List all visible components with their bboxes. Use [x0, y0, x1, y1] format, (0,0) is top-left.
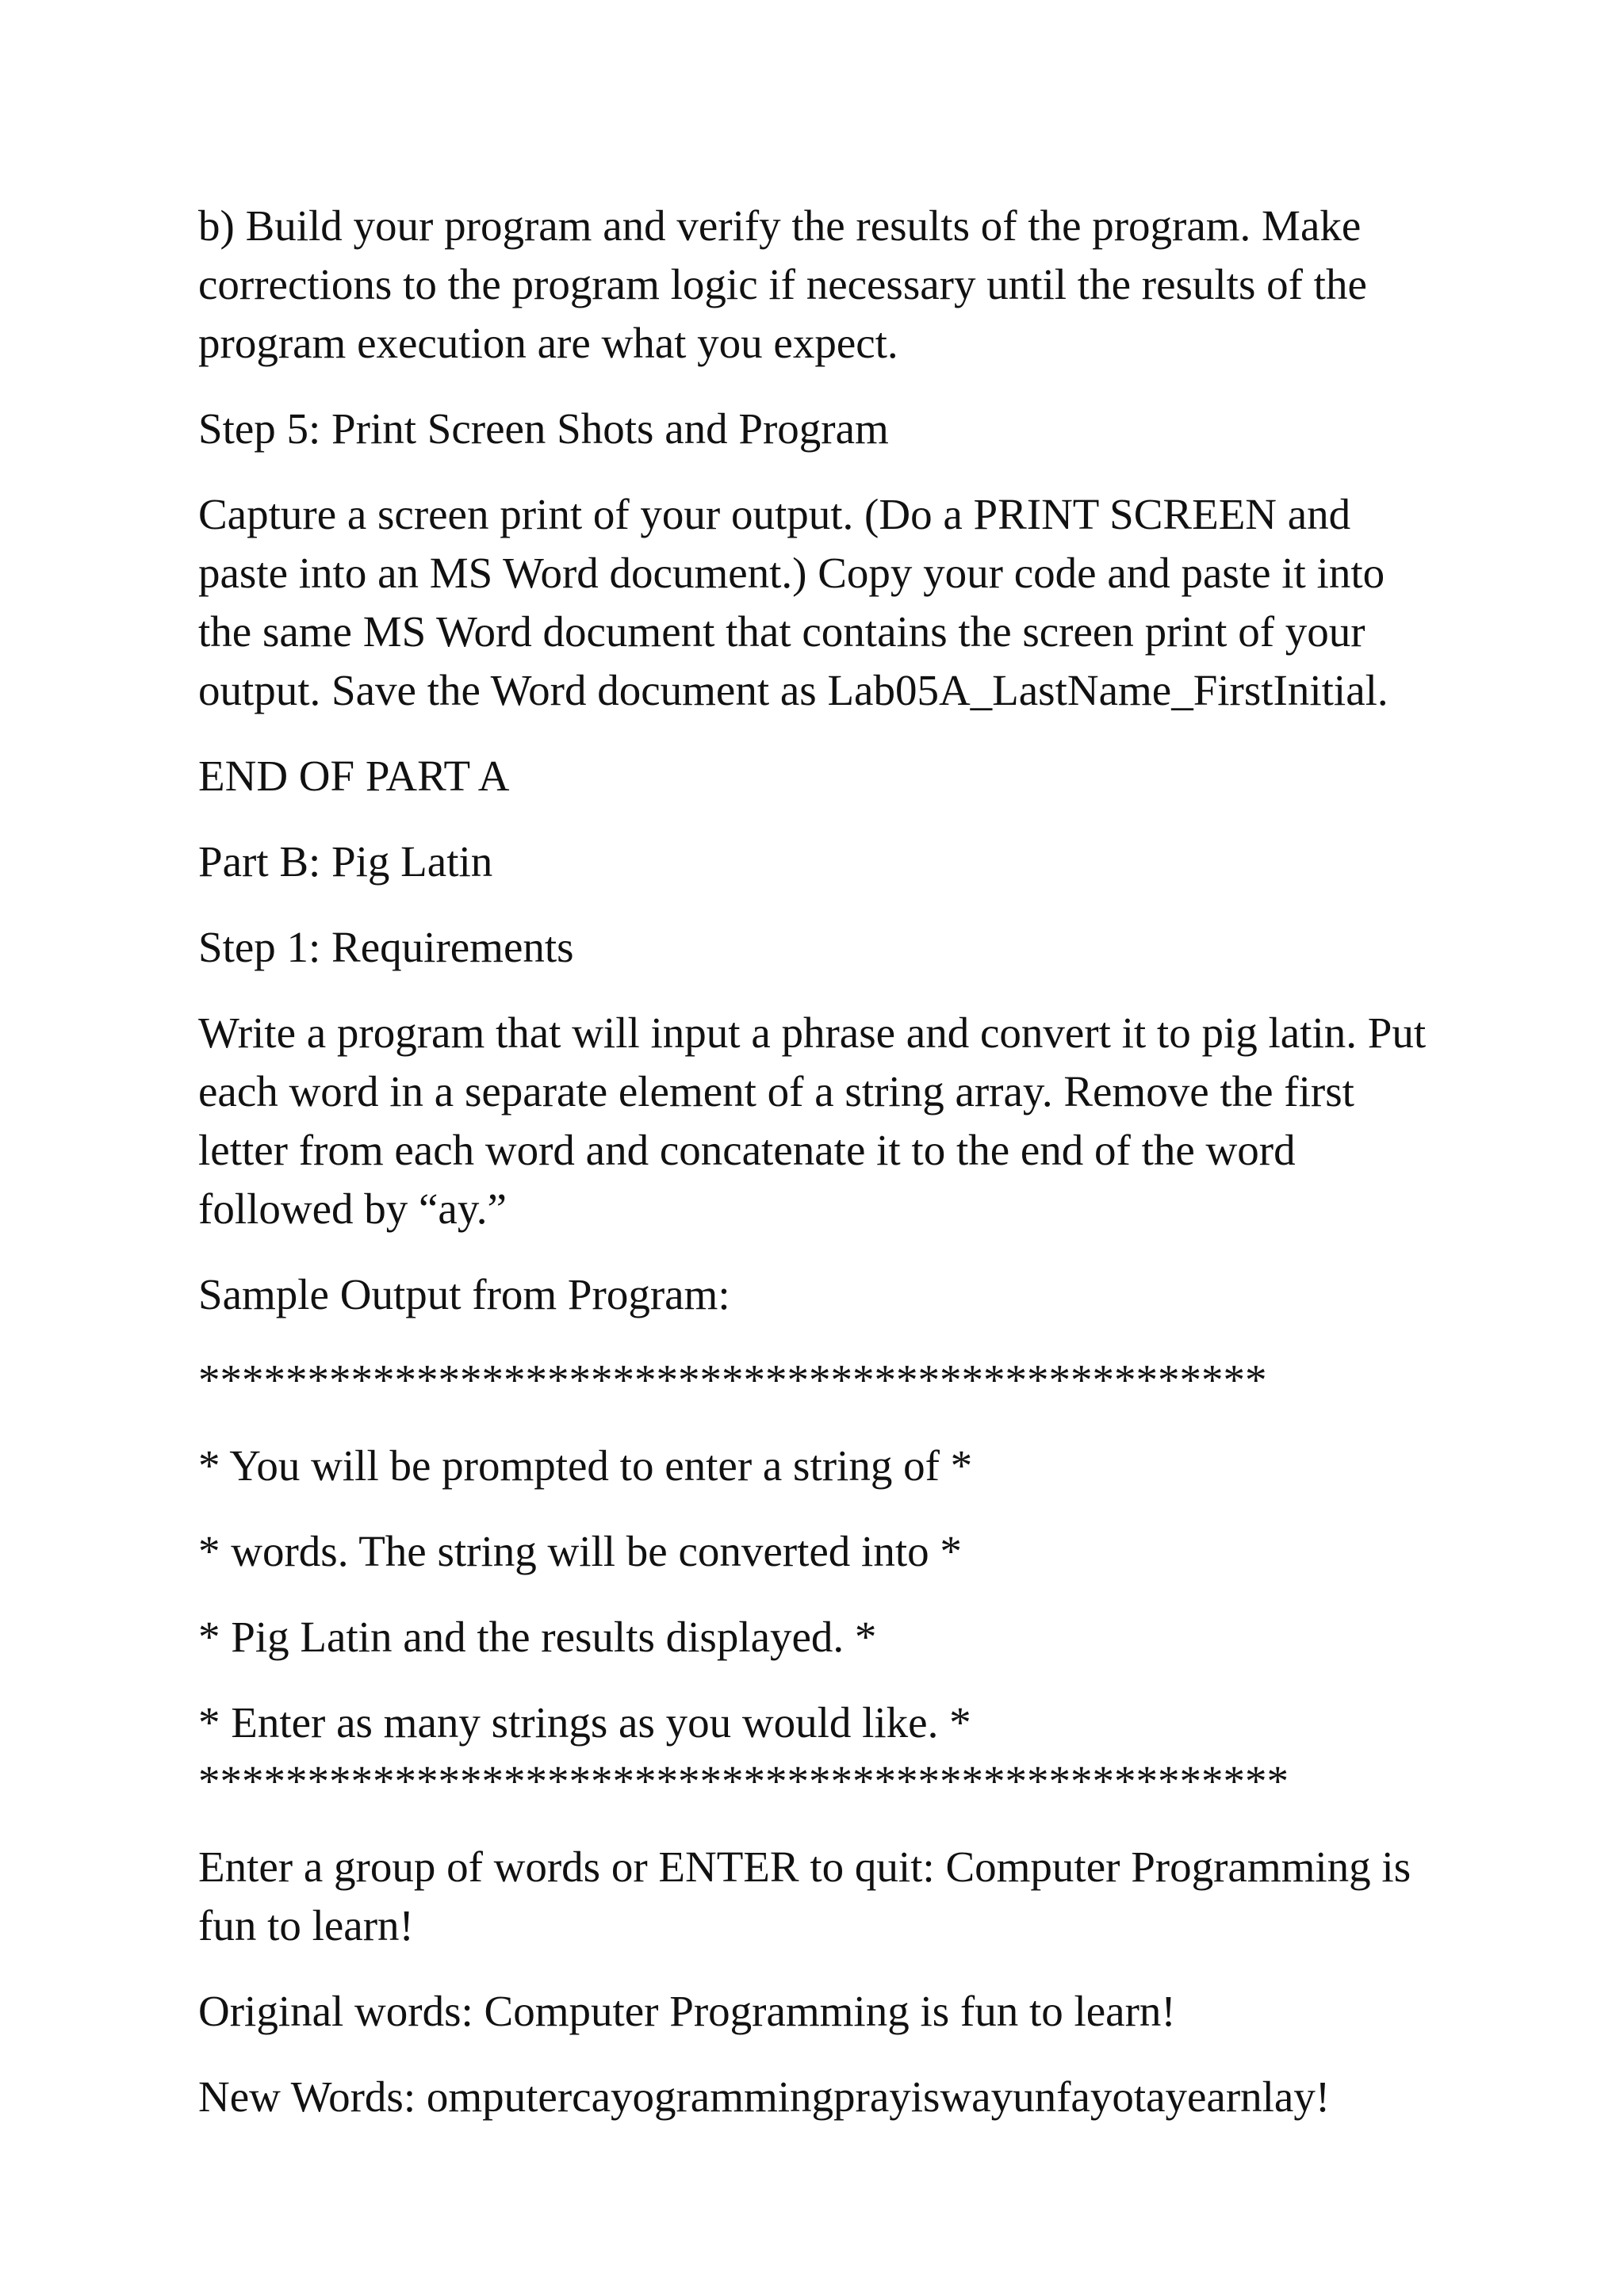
document-body	[198, 197, 1515, 2153]
text-line: paste into an MS Word document.) Copy your code and paste it into	[198, 549, 1385, 597]
heading-step-1: Step 1: Requirements	[198, 923, 574, 971]
paragraph-requirements	[198, 1004, 1515, 1238]
heading-step-5: Step 5: Print Screen Shots and Program	[198, 404, 889, 453]
text-line: corrections to the program logic if necessary until the results of the	[198, 260, 1367, 308]
text-line: fun to learn!	[198, 1901, 414, 1950]
sample-line-1: * You will be prompted to enter a string of *	[198, 1441, 973, 1490]
sample-line-3: * Pig Latin and the results displayed. *	[198, 1613, 877, 1661]
heading-sample-output: Sample Output from Program:	[198, 1270, 730, 1318]
text-line: Enter a group of words or ENTER to quit: Computer Programming is	[198, 1843, 1411, 1891]
paragraph-build-verify	[198, 197, 1515, 373]
sample-line-4: * Enter as many strings as you would like. *	[198, 1698, 971, 1747]
text-line: Write a program that will input a phrase and convert it to pig latin. Put	[198, 1008, 1427, 1057]
text-line: b) Build your program and verify the results of the program. Make	[198, 201, 1362, 250]
text-line: followed by “ay.”	[198, 1184, 507, 1233]
sample-original-words: Original words: Computer Programming is fun to learn!	[198, 1987, 1176, 2035]
heading-part-b: Part B: Pig Latin	[198, 837, 493, 886]
text-line: letter from each word and concatenate it to the end of the word	[198, 1126, 1296, 1174]
text-line: the same MS Word document that contains the screen print of your	[198, 607, 1365, 656]
sample-new-words: New Words: omputercayogrammingprayiswayunfayotayearnlay!	[198, 2072, 1331, 2121]
sample-line-2: * words. The string will be converted into *	[198, 1527, 962, 1575]
text-line: each word in a separate element of a string array. Remove the first	[198, 1067, 1354, 1115]
text-line: Capture a screen print of your output. (Do a PRINT SCREEN and	[198, 490, 1351, 538]
text-line: program execution are what you expect.	[198, 319, 898, 367]
heading-end-part-a: END OF PART A	[198, 752, 510, 800]
sample-stars-bottom: **************************************************	[198, 1757, 1289, 1805]
paragraph-capture-screen	[198, 485, 1515, 720]
sample-stars-top: *************************************************	[198, 1356, 1267, 1404]
text-line: output. Save the Word document as Lab05A_LastName_FirstInitial.	[198, 666, 1388, 714]
sample-prompt	[198, 1838, 1515, 1955]
